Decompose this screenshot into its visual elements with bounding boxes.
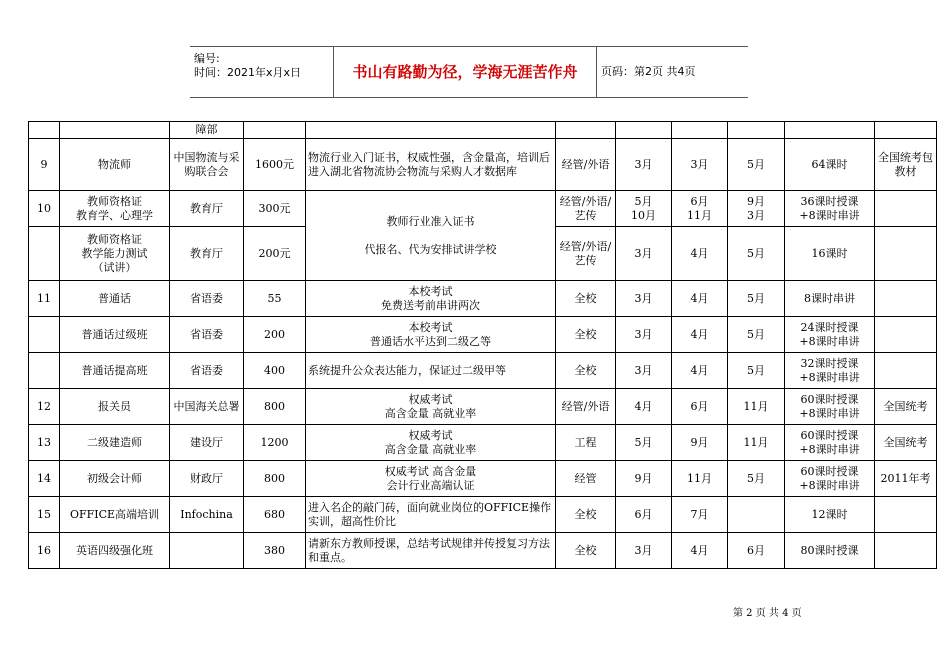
cell-note <box>875 497 937 533</box>
cell-c3: 5月 <box>728 461 785 497</box>
cell-hours: 80课时授课 <box>785 533 875 569</box>
cell-hours: 24课时授课 +8课时串讲 <box>785 317 875 353</box>
cell-desc: 进入名企的敲门砖，面向就业岗位的OFFICE操作实训，超高性价比 <box>306 497 556 533</box>
cell-no: 16 <box>29 533 60 569</box>
cell-org: 财政厅 <box>170 461 244 497</box>
page-number-label: 页码：第2页 共4页 <box>601 65 696 78</box>
time-label: 时间：2021年x月x日 <box>194 66 302 79</box>
cell-no: 13 <box>29 425 60 461</box>
cell-major: 全校 <box>556 281 616 317</box>
cell-org: 中国海关总署 <box>170 389 244 425</box>
cell-hours: 60课时授课 +8课时串讲 <box>785 389 875 425</box>
cell-c2: 4月 <box>672 533 728 569</box>
cell-no: 11 <box>29 281 60 317</box>
cell-org: 中国物流与采购联合会 <box>170 139 244 191</box>
cell-no: 9 <box>29 139 60 191</box>
cell-desc: 本校考试 普通话水平达到二级乙等 <box>306 317 556 353</box>
cell-note: 全国统考包教材 <box>875 139 937 191</box>
cell-note <box>875 317 937 353</box>
cell-major: 经管 <box>556 461 616 497</box>
cell-c3 <box>728 497 785 533</box>
cell-no <box>29 227 60 281</box>
cell-desc: 物流行业入门证书，权威性强，含金量高，培训后进入湖北省物流协会物流与采购人才数据库 <box>306 139 556 191</box>
cell-org: 省语委 <box>170 353 244 389</box>
cell-c2: 6月 <box>672 389 728 425</box>
cell-org: 障部 <box>170 122 244 139</box>
cell-name: 普通话 <box>60 281 170 317</box>
cell-major <box>556 122 616 139</box>
page-header <box>190 46 748 98</box>
cell-c3: 5月 <box>728 281 785 317</box>
cell-fee: 200 <box>244 317 306 353</box>
motto: 书山有路勤为径，学海无涯苦作舟 <box>333 47 597 97</box>
cell-name <box>60 122 170 139</box>
cell-c3: 9月 3月 <box>728 191 785 227</box>
cell-c3: 11月 <box>728 425 785 461</box>
cell-hours: 32课时授课 +8课时串讲 <box>785 353 875 389</box>
cell-fee: 300元 <box>244 191 306 227</box>
cell-note <box>875 191 937 227</box>
table-row <box>29 461 937 497</box>
cell-c2 <box>672 122 728 139</box>
cell-name: 普通话提高班 <box>60 353 170 389</box>
cell-no: 12 <box>29 389 60 425</box>
cell-name: 普通话过级班 <box>60 317 170 353</box>
cell-major: 全校 <box>556 317 616 353</box>
cell-c2: 6月 11月 <box>672 191 728 227</box>
cell-fee: 1600元 <box>244 139 306 191</box>
cell-hours: 12课时 <box>785 497 875 533</box>
cell-fee: 380 <box>244 533 306 569</box>
cell-name: 教师资格证 教育学、心理学 <box>60 191 170 227</box>
cell-desc <box>306 122 556 139</box>
cell-org: 教育厅 <box>170 227 244 281</box>
cell-desc: 系统提升公众表达能力，保证过二级甲等 <box>306 353 556 389</box>
table-row <box>29 317 937 353</box>
cell-c1: 3月 <box>616 139 672 191</box>
cell-c1: 5月 <box>616 425 672 461</box>
cell-name: 报关员 <box>60 389 170 425</box>
cell-c2: 4月 <box>672 317 728 353</box>
cell-fee: 200元 <box>244 227 306 281</box>
table-row <box>29 497 937 533</box>
cell-fee: 55 <box>244 281 306 317</box>
doc-number-label: 编号: <box>194 52 220 65</box>
cell-fee <box>244 122 306 139</box>
cell-fee: 1200 <box>244 425 306 461</box>
cell-major: 全校 <box>556 353 616 389</box>
cell-major: 经管/外语 <box>556 389 616 425</box>
cell-hours: 60课时授课 +8课时串讲 <box>785 425 875 461</box>
cell-major: 全校 <box>556 533 616 569</box>
cell-note <box>875 227 937 281</box>
cell-desc: 教师行业准入证书 代报名、代为安排试讲学校 <box>306 191 556 281</box>
table-row <box>29 533 937 569</box>
cell-c3: 5月 <box>728 139 785 191</box>
cell-major: 全校 <box>556 497 616 533</box>
page-footer: 第 2 页 共 4 页 <box>733 608 802 619</box>
cell-c2: 4月 <box>672 281 728 317</box>
table-row <box>29 139 937 191</box>
cell-org: 建设厅 <box>170 425 244 461</box>
cell-fee: 400 <box>244 353 306 389</box>
cell-c1: 3月 <box>616 353 672 389</box>
cell-c1: 3月 <box>616 533 672 569</box>
cell-major: 经管/外语/艺传 <box>556 227 616 281</box>
cell-org: 省语委 <box>170 317 244 353</box>
cell-org: 教育厅 <box>170 191 244 227</box>
cell-hours: 64课时 <box>785 139 875 191</box>
table-row <box>29 122 937 139</box>
cell-c1 <box>616 122 672 139</box>
cell-org: 省语委 <box>170 281 244 317</box>
cell-no: 15 <box>29 497 60 533</box>
table-row <box>29 191 937 227</box>
table-row <box>29 425 937 461</box>
cell-c1: 5月 10月 <box>616 191 672 227</box>
cell-org: Infochina <box>170 497 244 533</box>
cell-c3: 5月 <box>728 353 785 389</box>
cell-no <box>29 353 60 389</box>
cell-note: 全国统考 <box>875 425 937 461</box>
cell-major: 经管/外语/艺传 <box>556 191 616 227</box>
course-table <box>28 121 937 569</box>
cell-hours <box>785 122 875 139</box>
cell-note: 2011年考 <box>875 461 937 497</box>
cell-c3: 6月 <box>728 533 785 569</box>
cell-c1: 4月 <box>616 389 672 425</box>
cell-c1: 3月 <box>616 281 672 317</box>
cell-fee: 800 <box>244 389 306 425</box>
header-left <box>190 47 333 97</box>
cell-hours: 36课时授课 +8课时串讲 <box>785 191 875 227</box>
cell-c1: 6月 <box>616 497 672 533</box>
cell-name: 二级建造师 <box>60 425 170 461</box>
cell-c2: 9月 <box>672 425 728 461</box>
cell-c2: 11月 <box>672 461 728 497</box>
cell-hours: 8课时串讲 <box>785 281 875 317</box>
table-row <box>29 389 937 425</box>
cell-c1: 9月 <box>616 461 672 497</box>
cell-name: 初级会计师 <box>60 461 170 497</box>
cell-no: 10 <box>29 191 60 227</box>
cell-note <box>875 281 937 317</box>
cell-note <box>875 122 937 139</box>
cell-major: 经管/外语 <box>556 139 616 191</box>
cell-name: 教师资格证 教学能力测试 （试讲） <box>60 227 170 281</box>
cell-desc: 请新东方教师授课，总结考试规律并传授复习方法和重点。 <box>306 533 556 569</box>
table-row <box>29 281 937 317</box>
cell-desc: 权威考试 高含金量 会计行业高端认证 <box>306 461 556 497</box>
cell-note <box>875 533 937 569</box>
cell-note: 全国统考 <box>875 389 937 425</box>
cell-fee: 680 <box>244 497 306 533</box>
cell-c2: 3月 <box>672 139 728 191</box>
cell-no: 14 <box>29 461 60 497</box>
cell-c2: 4月 <box>672 353 728 389</box>
cell-name: 英语四级强化班 <box>60 533 170 569</box>
cell-c1: 3月 <box>616 317 672 353</box>
cell-major: 工程 <box>556 425 616 461</box>
cell-name: 物流师 <box>60 139 170 191</box>
cell-org <box>170 533 244 569</box>
cell-no <box>29 317 60 353</box>
cell-hours: 16课时 <box>785 227 875 281</box>
cell-hours: 60课时授课 +8课时串讲 <box>785 461 875 497</box>
cell-c1: 3月 <box>616 227 672 281</box>
cell-name: OFFICE高端培训 <box>60 497 170 533</box>
cell-fee: 800 <box>244 461 306 497</box>
cell-desc: 权威考试 高含金量 高就业率 <box>306 389 556 425</box>
cell-c2: 4月 <box>672 227 728 281</box>
cell-c3 <box>728 122 785 139</box>
cell-no <box>29 122 60 139</box>
cell-c3: 5月 <box>728 317 785 353</box>
cell-c3: 11月 <box>728 389 785 425</box>
cell-note <box>875 353 937 389</box>
cell-desc: 本校考试 免费送考前串讲两次 <box>306 281 556 317</box>
table-row <box>29 353 937 389</box>
cell-c3: 5月 <box>728 227 785 281</box>
cell-c2: 7月 <box>672 497 728 533</box>
cell-desc: 权威考试 高含金量 高就业率 <box>306 425 556 461</box>
